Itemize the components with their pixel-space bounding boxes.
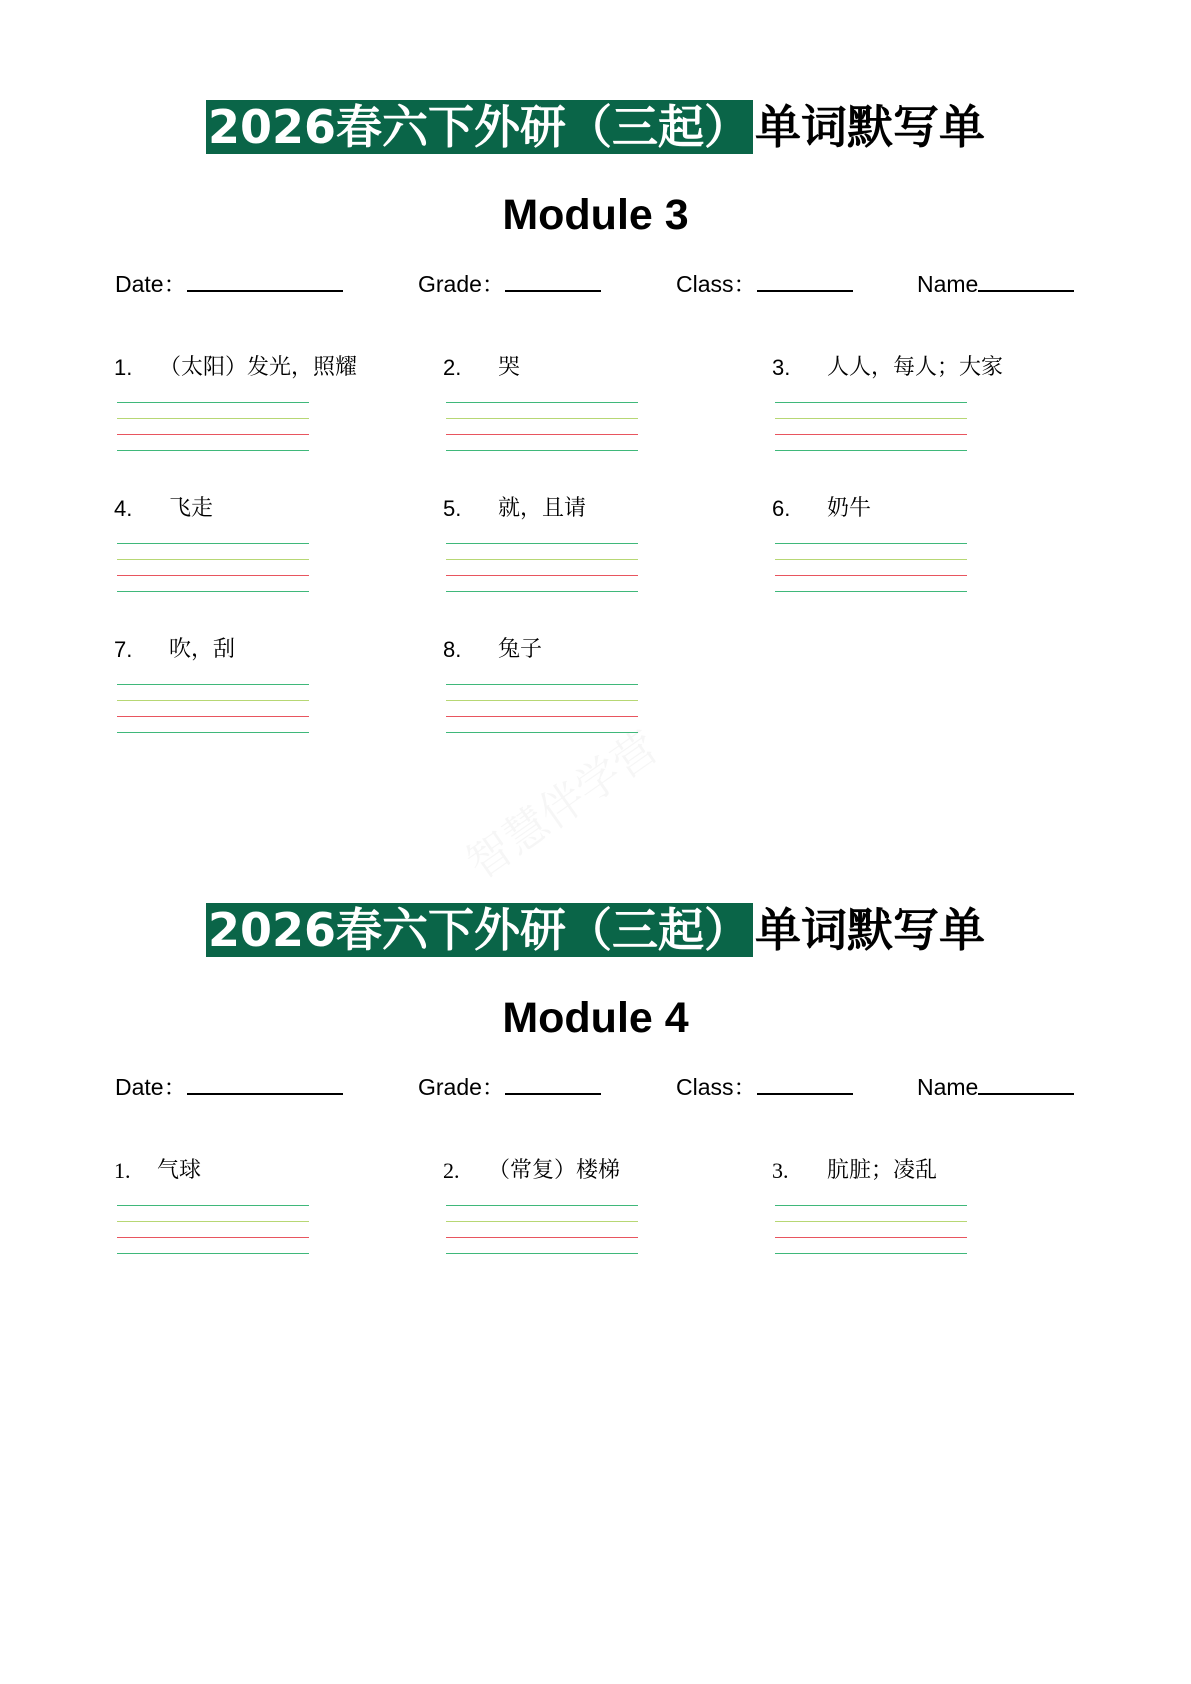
word-meaning: 肮脏；凌乱	[827, 1158, 938, 1183]
date-label: Date：	[115, 271, 187, 297]
title-rest: 单词默写单	[755, 100, 986, 154]
word-item-4	[114, 495, 414, 615]
word-item-8	[443, 636, 743, 756]
writing-lines[interactable]	[775, 1205, 967, 1255]
date-field	[115, 1071, 343, 1102]
word-item-1	[114, 1157, 414, 1277]
writing-lines[interactable]	[117, 1205, 309, 1255]
writing-lines[interactable]	[117, 684, 309, 734]
class-field	[676, 1071, 853, 1102]
class-label: Class：	[676, 1074, 757, 1100]
writing-lines[interactable]	[446, 1205, 638, 1255]
title-rest: 单词默写单	[755, 903, 986, 957]
name-blank[interactable]	[978, 268, 1074, 292]
word-item-3	[772, 1157, 1072, 1277]
word-item-1	[114, 354, 414, 474]
class-field	[676, 268, 853, 299]
grade-blank[interactable]	[505, 1071, 601, 1095]
name-field	[917, 268, 1074, 299]
grade-field	[418, 1071, 601, 1102]
word-number: 3.	[772, 355, 791, 380]
grade-label: Grade：	[418, 1074, 505, 1100]
writing-lines[interactable]	[446, 684, 638, 734]
writing-lines[interactable]	[775, 402, 967, 452]
word-number: 5.	[443, 496, 462, 521]
writing-lines[interactable]	[117, 402, 309, 452]
word-item-5	[443, 495, 743, 615]
worksheet-section-module-3	[0, 90, 1191, 730]
grade-label: Grade：	[418, 271, 505, 297]
word-number: 8.	[443, 637, 462, 662]
word-number: 1.	[114, 1158, 131, 1183]
word-item-2	[443, 354, 743, 474]
word-meaning: 飞走	[169, 496, 214, 521]
worksheet-title	[0, 96, 1191, 158]
date-blank[interactable]	[187, 268, 343, 292]
name-blank[interactable]	[978, 1071, 1074, 1095]
grade-field	[418, 268, 601, 299]
word-item-6	[772, 495, 1072, 615]
word-meaning: 就，且请	[498, 496, 587, 521]
name-field	[917, 1071, 1074, 1102]
class-label: Class：	[676, 271, 757, 297]
worksheet-section-module-4	[0, 893, 1191, 1533]
class-blank[interactable]	[757, 1071, 853, 1095]
word-number: 1.	[114, 355, 133, 380]
word-number: 2.	[443, 355, 462, 380]
word-item-7	[114, 636, 414, 756]
word-meaning: 奶牛	[827, 496, 872, 521]
word-meaning: （太阳）发光，照耀	[159, 355, 358, 380]
writing-lines[interactable]	[775, 543, 967, 593]
word-item-2	[443, 1157, 743, 1277]
worksheet-title	[0, 899, 1191, 961]
writing-lines[interactable]	[446, 402, 638, 452]
title-highlight: 2026春六下外研（三起）	[206, 100, 753, 154]
date-label: Date：	[115, 1074, 187, 1100]
grade-blank[interactable]	[505, 268, 601, 292]
title-highlight: 2026春六下外研（三起）	[206, 903, 753, 957]
module-heading: Module 3	[502, 191, 689, 239]
writing-lines[interactable]	[446, 543, 638, 593]
class-blank[interactable]	[757, 268, 853, 292]
word-number: 4.	[114, 496, 133, 521]
word-number: 3.	[772, 1158, 789, 1183]
word-meaning: （常复）楼梯	[488, 1158, 621, 1183]
word-number: 6.	[772, 496, 791, 521]
module-heading: Module 4	[502, 994, 689, 1042]
word-item-3	[772, 354, 1072, 474]
word-number: 2.	[443, 1158, 460, 1183]
word-meaning: 人人，每人；大家	[827, 355, 1004, 380]
writing-lines[interactable]	[117, 543, 309, 593]
word-meaning: 吹，刮	[169, 637, 236, 662]
word-meaning: 哭	[498, 355, 521, 380]
name-label: Name	[917, 271, 979, 297]
word-number: 7.	[114, 637, 133, 662]
name-label: Name	[917, 1074, 979, 1100]
date-blank[interactable]	[187, 1071, 343, 1095]
word-meaning: 兔子	[498, 637, 543, 662]
date-field	[115, 268, 343, 299]
word-meaning: 气球	[157, 1158, 202, 1183]
